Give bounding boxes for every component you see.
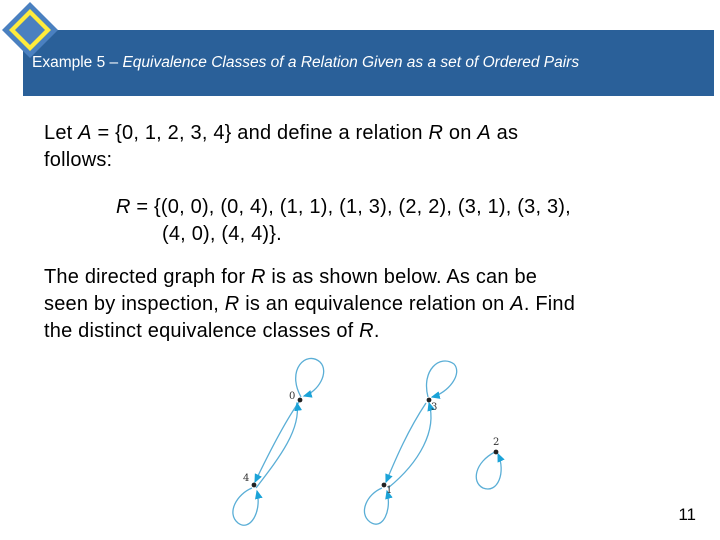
- title-text: Equivalence Classes of a Relation Given as a set of Ordered Pairs: [122, 54, 580, 71]
- relation-line-2: (4, 0), (4, 4)}.: [162, 223, 282, 245]
- explanation-line-2: seen by inspection, R is an equivalence relation on A. Find: [44, 293, 576, 315]
- relation-line-1: R = {(0, 0), (0, 4), (1, 1), (1, 3), (2, 2), (3, 1), (3, 3),: [116, 196, 571, 218]
- edge-4-4: [233, 488, 258, 525]
- slide-number: 11: [678, 505, 696, 524]
- graph-node-2: [494, 450, 499, 455]
- explanation-line-1: The directed graph for R is as shown below. As can be: [44, 266, 538, 288]
- node-label-0: 0: [289, 391, 296, 402]
- edge-2-2: [476, 452, 501, 489]
- edge-0-0: [296, 358, 324, 397]
- graph-node-4: [252, 483, 257, 488]
- edge-1-1: [364, 488, 388, 524]
- edge-1-3: [388, 403, 431, 488]
- edge-3-3: [427, 361, 457, 397]
- node-label-2: 2: [493, 437, 500, 448]
- intro-line-1: Let A = {0, 1, 2, 3, 4} and define a relation R on A as: [44, 122, 519, 144]
- edge-4-0: [256, 403, 297, 488]
- node-label-1: 1: [386, 485, 393, 496]
- edge-0-4: [255, 402, 299, 482]
- node-label-4: 4: [243, 473, 250, 484]
- title-prefix: Example 5 –: [32, 54, 123, 71]
- node-label-3: 3: [431, 402, 438, 413]
- graph-node-0: [298, 398, 303, 403]
- intro-line-2: follows:: [44, 149, 113, 171]
- explanation-line-3: the distinct equivalence classes of R.: [44, 320, 380, 342]
